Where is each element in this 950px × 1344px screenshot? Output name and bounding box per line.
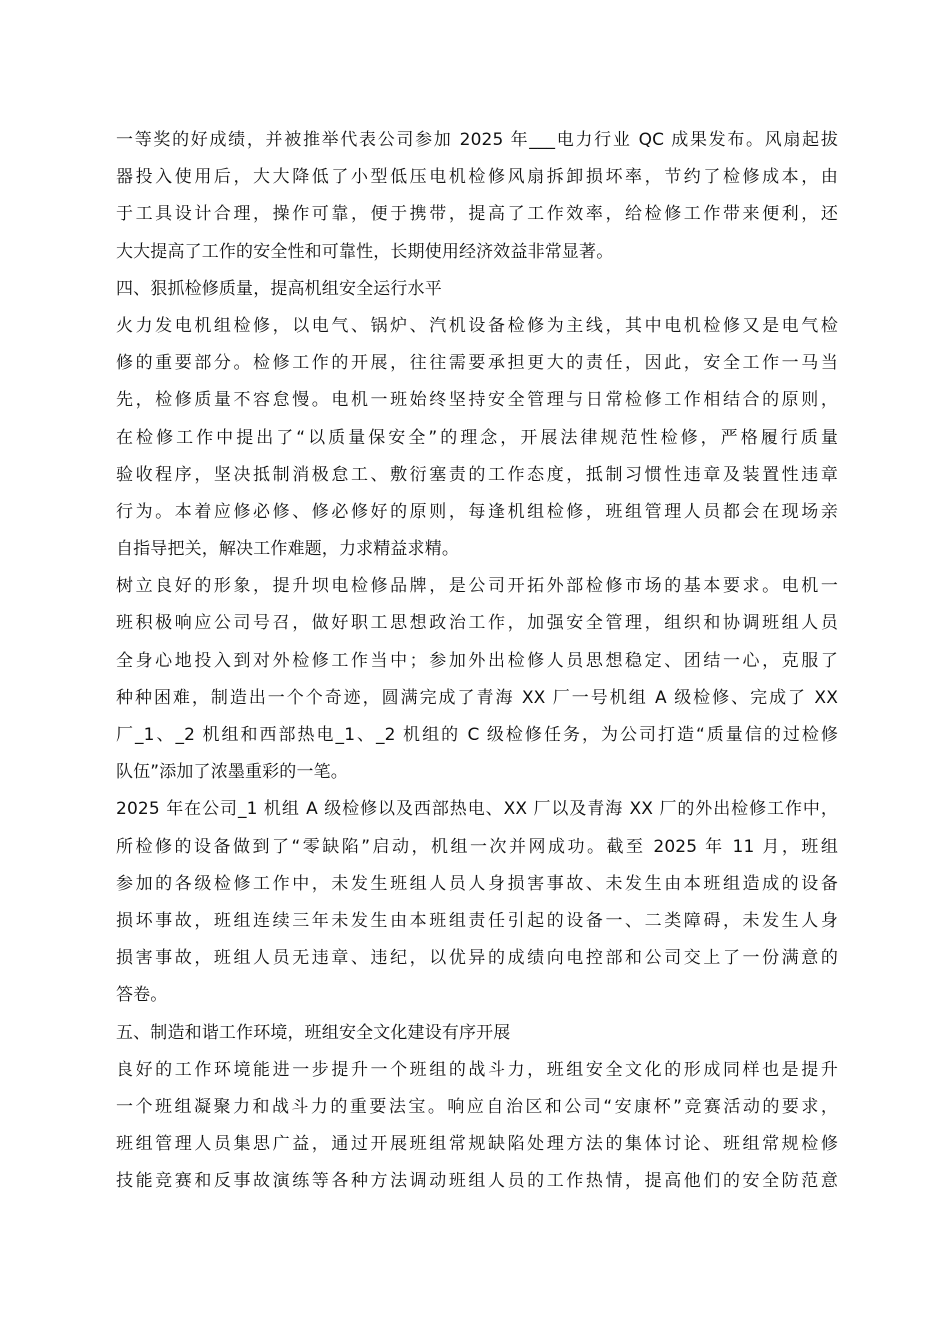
text-line: 答卷。 <box>116 985 168 1006</box>
section-heading: 四、狠抓检修质量，提高机组安全运行水平 <box>116 278 442 299</box>
text-line: 损害事故，班组人员无违章、违纪，以优异的成绩向电控部和公司交上了一份满意的 <box>116 948 838 969</box>
text-line: 厂_1、_2 机组和西部热电_1、_2 机组的 C 级检修任务，为公司打造“质量信的过检修 <box>116 725 838 745</box>
text-line: 于工具设计合理，操作可靠，便于携带，提高了工作效率，给检修工作带来便利，还 <box>116 204 838 225</box>
text-line: 所检修的设备做到了“零缺陷”启动，机组一次并网成功。截至 2025 年 11 月，班组 <box>116 836 838 857</box>
document-body <box>116 122 838 1200</box>
text-line: 在检修工作中提出了“以质量保安全”的理念，开展法律规范性检修，严格履行质量 <box>116 427 838 448</box>
text-line: 一等奖的好成绩，并被推举代表公司参加 2025 年___电力行业 QC 成果发布。风扇起拔 <box>116 130 838 150</box>
text-line: 良好的工作环境能进一步提升一个班组的战斗力，班组安全文化的形成同样也是提升 <box>116 1059 838 1080</box>
text-line: 技能竞赛和反事故演练等各种方法调动班组人员的工作热情，提高他们的安全防范意 <box>116 1171 838 1192</box>
section-heading: 五、制造和谐工作环境，班组安全文化建设有序开展 <box>116 1022 511 1043</box>
text-line: 器投入使用后，大大降低了小型低压电机检修风扇拆卸损坏率，节约了检修成本，由 <box>116 167 838 188</box>
text-line: 大大提高了工作的安全性和可靠性，长期使用经济效益非常显著。 <box>116 241 614 262</box>
text-line: 全身心地投入到对外检修工作当中；参加外出检修人员思想稳定、团结一心，克服了 <box>116 650 838 671</box>
text-line: 参加的各级检修工作中，未发生班组人员人身损害事故、未发生由本班组造成的设备 <box>116 873 838 894</box>
text-line: 自指导把关，解决工作难题，力求精益求精。 <box>116 539 459 560</box>
text-line: 损坏事故，班组连续三年未发生由本班组责任引起的设备一、二类障碍，未发生人身 <box>116 910 838 931</box>
text-line: 队伍”添加了浓墨重彩的一笔。 <box>116 762 348 783</box>
text-line: 树立良好的形象，提升坝电检修品牌，是公司开拓外部检修市场的基本要求。电机一 <box>116 576 838 597</box>
text-line: 先，检修质量不容怠慢。电机一班始终坚持安全管理与日常检修工作相结合的原则， <box>116 390 838 411</box>
text-line: 班积极响应公司号召，做好职工思想政治工作，加强安全管理，组织和协调班组人员 <box>116 613 838 634</box>
text-line: 火力发电机组检修，以电气、锅炉、汽机设备检修为主线，其中电机检修又是电气检 <box>116 315 838 336</box>
text-line: 验收程序，坚决抵制消极怠工、敷衍塞责的工作态度，抵制习惯性违章及装置性违章 <box>116 464 838 485</box>
text-line: 修的重要部分。检修工作的开展，往往需要承担更大的责任，因此，安全工作一马当 <box>116 353 838 374</box>
text-line: 一个班组凝聚力和战斗力的重要法宝。响应自治区和公司“安康杯”竞赛活动的要求， <box>116 1096 838 1117</box>
text-line: 2025 年在公司_1 机组 A 级检修以及西部热电、XX 厂以及青海 XX 厂的外出检修工作中， <box>116 799 838 820</box>
text-line: 行为。本着应修必修、修必修好的原则，每逢机组检修，班组管理人员都会在现场亲 <box>116 501 838 522</box>
text-line: 班组管理人员集思广益，通过开展班组常规缺陷处理方法的集体讨论、班组常规检修 <box>116 1134 838 1155</box>
text-line: 种种困难，制造出一个个奇迹，圆满完成了青海 XX 厂一号机组 A 级检修、完成了 XX <box>116 687 838 708</box>
